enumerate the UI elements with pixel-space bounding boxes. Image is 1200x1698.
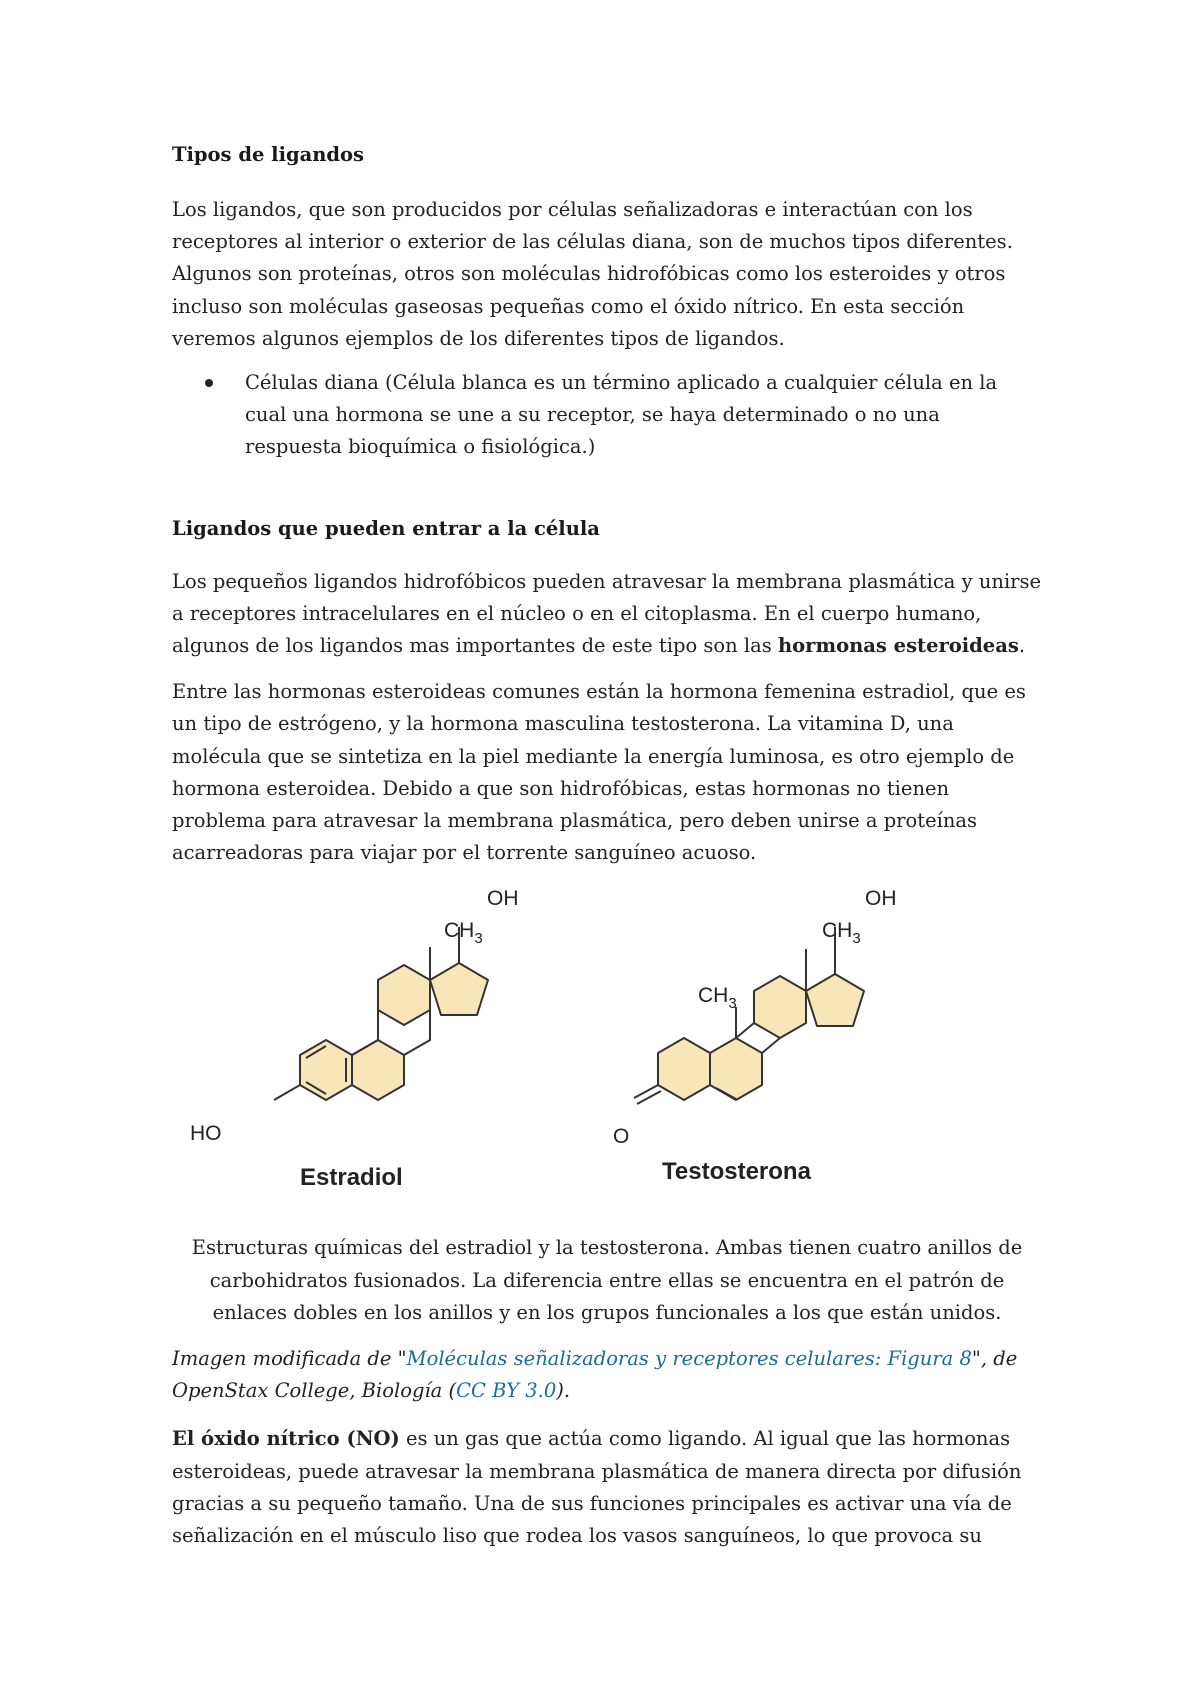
estradiol-ring-b bbox=[352, 1040, 404, 1100]
bold-term: El óxido nítrico (NO) bbox=[172, 1427, 400, 1451]
bullet-icon bbox=[205, 379, 213, 387]
credit-prefix: Imagen modificada de " bbox=[172, 1347, 407, 1371]
bold-term: hormonas esteroideas bbox=[778, 634, 1019, 658]
estradiol-ring-c bbox=[378, 965, 430, 1025]
heading-tipos-de-ligandos: Tipos de ligandos bbox=[172, 143, 365, 166]
testosterone-ring-a bbox=[658, 1038, 710, 1100]
testosterone-bond bbox=[762, 1038, 780, 1053]
estradiol-name: Estradiol bbox=[300, 1164, 403, 1192]
estradiol-ho-bond bbox=[274, 1085, 300, 1100]
image-credit bbox=[172, 1343, 1042, 1407]
credit-link-license[interactable]: CC BY 3.0 bbox=[456, 1379, 557, 1403]
paragraph-hormonas-esteroideas: Entre las hormonas esteroideas comunes están la hormona femenina estradiol, que es un tipo de estrógeno, y la hormona masculina testosterona. La vitamina D, una molécula que se sintetiza en la piel mediante la energía luminosa, es otro ejemplo de hormona esteroidea. Debido a que son hidrofóbicas, estas hormonas no tienen problema para atravesar la membrana plasmática, pero deben unirse a proteínas acarreadoras para viajar por el torrente sanguíneo acuoso. bbox=[172, 680, 1026, 865]
structures-svg bbox=[172, 887, 1042, 1222]
testosterone-oh-label: OH bbox=[865, 887, 897, 911]
paragraph-end: . bbox=[1018, 634, 1026, 658]
figure-caption: Estructuras químicas del estradiol y la testosterona. Ambas tienen cuatro anillos de carbohidratos fusionados. La diferencia entre ellas se encuentra en el patrón de enlaces dobles en los anillos y en los grupos funcionales a los que están unidos. bbox=[191, 1236, 1023, 1324]
list-item bbox=[172, 367, 1042, 464]
paragraph-intro: Los ligandos, que son producidos por células señalizadoras e interactúan con los receptores al interior o exterior de las células diana, son de muchos tipos diferentes. Algunos son proteínas, otros son moléculas hidrofóbicas como los esteroides y otros incluso son moléculas gaseosas pequeñas como el óxido nítrico. En esta sección veremos algunos ejemplos de los diferentes tipos de ligandos. bbox=[172, 198, 1013, 350]
testosterone-bond bbox=[736, 1023, 754, 1038]
testosterone-o-double bbox=[634, 1085, 658, 1098]
steroid-structures-figure bbox=[172, 887, 1042, 1222]
credit-suffix: ). bbox=[556, 1379, 571, 1403]
paragraph-text: Los pequeños ligandos hidrofóbicos pueden atravesar la membrana plasmática y unirse a receptores intracelulares en el núcleo o en el citoplasma. En el cuerpo humano, algunos de los ligandos mas importantes de este tipo son las bbox=[172, 569, 1042, 658]
credit-link-source[interactable]: Moléculas señalizadoras y receptores celulares: Figura 8 bbox=[406, 1347, 972, 1371]
credit-middle: ", de OpenStax College, Biología ( bbox=[172, 1347, 1018, 1403]
testosterone-ring-d bbox=[806, 974, 864, 1026]
heading-ligandos-que-entran: Ligandos que pueden entrar a la célula bbox=[172, 516, 600, 540]
label-group bbox=[190, 887, 897, 1191]
ring-group bbox=[300, 963, 864, 1100]
document-content bbox=[172, 142, 1042, 1552]
estradiol-ch3-label: $CH_3$ bbox=[444, 919, 483, 948]
estradiol-ring-a bbox=[300, 1040, 352, 1100]
estradiol-oh-label: OH bbox=[487, 887, 519, 911]
bullet-list bbox=[172, 367, 1042, 464]
testosterone-name: Testosterona bbox=[662, 1158, 811, 1186]
testosterone-ring-c bbox=[754, 976, 806, 1038]
paragraph-text: es un gas que actúa como ligando. Al igual que las hormonas esteroideas, puede atravesar la membrana plasmática de manera directa por difusión gracias a su pequeño tamaño. Una de sus funciones principales es activar una vía de señalización en el músculo liso que rodea los vasos sanguíneos, lo que provoca su bbox=[172, 1427, 1022, 1548]
estradiol-ho-label: HO bbox=[190, 1122, 222, 1146]
testosterone-ch3-mid-label: $CH_3$ bbox=[698, 984, 737, 1013]
testosterone-ch3-top-label: $CH_3$ bbox=[822, 919, 861, 948]
list-item-text: Células diana (Célula blanca es un término aplicado a cualquier célula en la cual una hormona se une a su receptor, se haya determinado o no una respuesta bioquímica o fisiológica.) bbox=[245, 371, 998, 459]
testosterone-o-label: O bbox=[613, 1125, 630, 1149]
testosterone-o-double bbox=[637, 1091, 661, 1104]
testosterone-ring-b bbox=[710, 1038, 762, 1100]
paragraph-oxido-nitrico bbox=[172, 1423, 1042, 1552]
paragraph-ligandos-hidrofobicos bbox=[172, 566, 1042, 663]
estradiol-ring-d bbox=[430, 963, 488, 1015]
